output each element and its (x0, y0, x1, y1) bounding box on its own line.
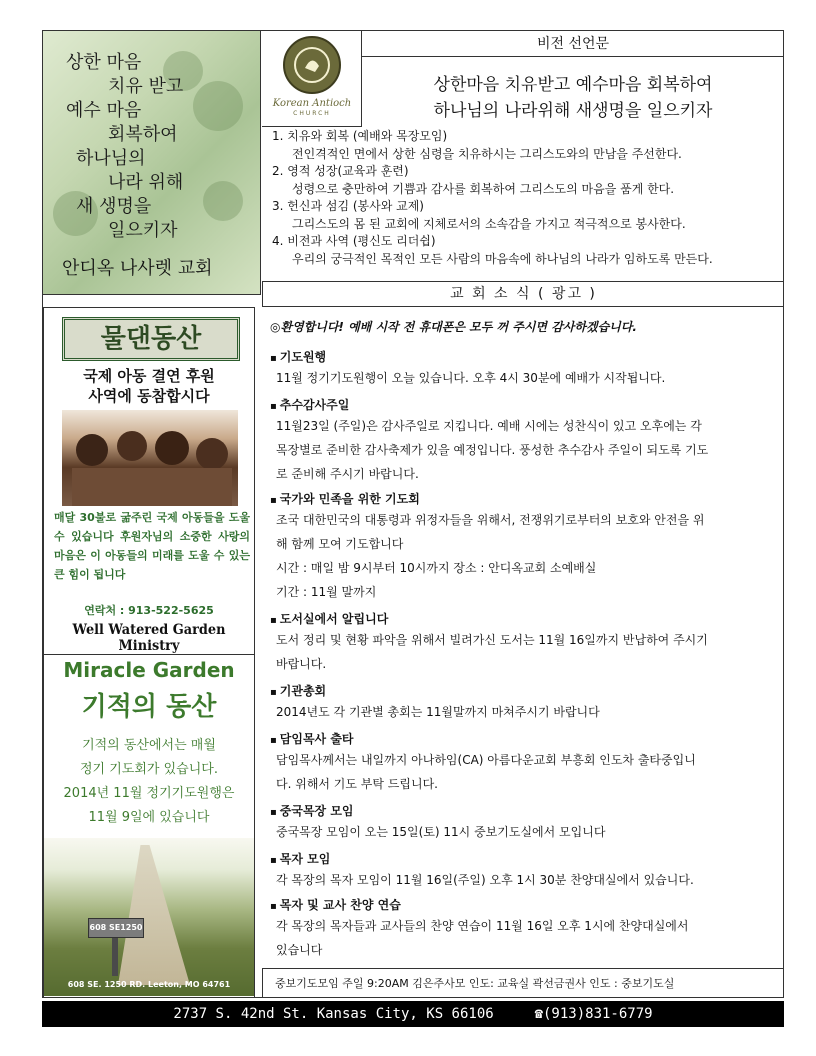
news-item-title: ▪ 도서실에서 알립니다 (270, 610, 388, 627)
news-item-title: ▪ 담임목사 출타 (270, 730, 354, 747)
news-item-text (276, 508, 774, 604)
news-line: 기간 : 11월 말까지 (276, 585, 377, 599)
slogan-line: 일으키자 (108, 220, 178, 241)
church-phone: ☎(913)831-6779 (534, 1006, 653, 1022)
news-item-title: ▪ 중국목장 모임 (270, 802, 354, 819)
logo-sublabel: CHURCH (293, 110, 331, 117)
vision-statement: 상한마음 치유받고 예수마음 회복하여 (433, 75, 713, 95)
slogan-line: 치유 받고 (108, 76, 184, 97)
ad-title-english: Miracle Garden (63, 658, 235, 682)
address-bar (42, 1001, 784, 1027)
ad-subtitle: 국제 아동 결연 후원 (83, 367, 215, 385)
church-name: 안디옥 나사렛 교회 (62, 258, 213, 279)
ad-body: 매달 30불로 굶주린 국제 아동들을 도울 수 있습니다 후원자님의 소중한 사랑의 마음은 이 아동들의 미래를 도울 수 있는 큰 힘이 됩니다 (54, 511, 250, 581)
news-line: 조국 대한민국의 대통령과 위정자들을 위해서, 전쟁위기로부터의 보호와 안전을 위 (276, 513, 705, 527)
news-line: 있습니다 (276, 943, 323, 957)
ad-subtitle: 사역에 동참합시다 (88, 387, 210, 405)
news-item-title: ▪ 목자 모임 (270, 850, 330, 867)
news-line: 중국목장 모임이 오는 15일(토) 11시 중보기도실에서 모입니다 (276, 825, 606, 839)
ad-line: 11월 9일에 있습니다 (88, 810, 210, 825)
news-item-text (276, 366, 774, 390)
goal-description: 전인격적인 면에서 상한 심령을 치유하시는 그리스도와의 만남을 주선한다. (292, 146, 682, 161)
news-line: 각 목장의 목자 모임이 11월 16일(주일) 오후 1시 30분 찬양대실에서 있습니다. (276, 873, 694, 887)
news-item-title: ▪ 목자 및 교사 찬양 연습 (270, 896, 401, 913)
ad-line: 정기 기도회가 있습니다. (80, 762, 218, 777)
news-line: 11월 정기기도원행이 오늘 있습니다. 오후 4시 30분에 예배가 시작됩니다. (276, 371, 666, 385)
news-item-text (276, 628, 774, 676)
slogan-line: 나라 위해 (108, 172, 184, 193)
news-item-text (276, 914, 774, 962)
ad-title-korean: 기적의 동산 (81, 692, 217, 722)
news-line: 로 준비해 주시기 바랍니다. (276, 467, 419, 481)
news-item-text (276, 414, 774, 486)
vision-title: 비전 선언문 (362, 31, 784, 57)
news-item-text (276, 748, 774, 796)
news-line: 각 목장의 목자들과 교사들의 찬양 연습이 11월 16일 오후 1시에 찬양대실에서 (276, 919, 689, 933)
news-item-text (276, 700, 774, 724)
church-logo-icon (283, 36, 341, 94)
news-line: 시간 : 매일 밤 9시부터 10시까지 장소 : 안디옥교회 소예배실 (276, 561, 597, 575)
news-item-title: ▪ 추수감사주일 (270, 396, 349, 413)
slogan-line: 상한 마음 (66, 52, 142, 73)
prayer-meeting-line: 중보기도모임 주일 9:20AM 김은주사모 인도: 교육실 곽선금권사 인도 : 중보기도실 (262, 968, 784, 998)
goal-title: 4. 비전과 사역 (평신도 리더쉽) (272, 234, 436, 248)
news-line: 2014년도 각 기관별 총회는 11월말까지 마쳐주시기 바랍니다 (276, 705, 600, 719)
news-line: 도서 정리 및 현황 파악을 위해서 빌려가신 도서는 11월 16일까지 반납하여 주시기 (276, 633, 708, 647)
mailbox-icon: 608 SE1250 (88, 918, 144, 938)
children-praying-photo (62, 410, 238, 506)
ad-title: 물댄동산 (62, 317, 240, 361)
goal-title: 1. 치유와 회복 (예배와 목장모임) (272, 129, 448, 143)
news-line: 다. 위해서 기도 부탁 드립니다. (276, 777, 438, 791)
news-item-title: ▪ 기관총회 (270, 682, 326, 699)
welcome-message: ◎환영합니다! 예배 시작 전 휴대폰은 모두 꺼 주시면 감사하겠습니다. (270, 320, 637, 334)
news-item-text (276, 868, 774, 892)
church-address: 2737 S. 42nd St. Kansas City, KS 66106 (173, 1006, 494, 1022)
ministry-name: Well Watered Garden Ministry (72, 622, 226, 654)
slogan-line: 하나님의 (76, 148, 146, 169)
goal-title: 2. 영적 성장(교육과 훈련) (272, 164, 409, 178)
news-item-title: ▪ 국가와 민족을 위한 기도회 (270, 490, 420, 507)
vision-statement: 하나님의 나라위해 새생명을 일으키자 (433, 101, 713, 121)
ad-contact: 연락처 : 913-522-5625 (84, 604, 214, 617)
news-item-text (276, 820, 774, 844)
news-line: 바랍니다. (276, 657, 327, 671)
news-line: 목장별로 준비한 감사축제가 있을 예정입니다. 풍성한 추수감사 주일이 되도록 기도 (276, 443, 709, 457)
goal-description: 그리스도의 몸 된 교회에 지체로서의 소속감을 가지고 적극적으로 봉사한다. (292, 216, 686, 231)
logo-label: Korean Antioch (272, 98, 352, 109)
news-item-title: ▪ 기도원행 (270, 348, 326, 365)
slogan-line: 예수 마음 (66, 100, 142, 121)
slogan-line: 새 생명을 (76, 196, 152, 217)
ad-address: 608 SE. 1250 RD. Leeton, MO 64761 (67, 980, 231, 989)
ad-line: 기적의 동산에서는 매월 (82, 738, 216, 753)
news-header: 교 회 소 식 ( 광고 ) (262, 281, 784, 307)
ad-line: 2014년 11월 정기기도원행은 (63, 786, 235, 801)
goal-description: 성령으로 충만하여 기쁨과 감사를 회복하여 그리스도의 마음을 품게 한다. (292, 181, 675, 196)
news-line: 담임목사께서는 내일까지 아나하임(CA) 아름다운교회 부흥회 인도차 출타중입니 (276, 753, 696, 767)
mailbox-post (112, 938, 118, 976)
goal-description: 우리의 궁극적인 목적인 모든 사람의 마음속에 하나님의 나라가 임하도록 만든다. (292, 251, 713, 266)
news-line: 해 함께 모여 기도합니다 (276, 537, 404, 551)
goal-title: 3. 헌신과 섬김 (봉사와 교제) (272, 199, 424, 213)
vision-goals (266, 128, 782, 268)
news-line: 11월23일 (주일)은 감사주일로 지킵니다. 예배 시에는 성찬식이 있고 오후에는 각 (276, 419, 702, 433)
slogan-line: 회복하여 (108, 124, 178, 145)
